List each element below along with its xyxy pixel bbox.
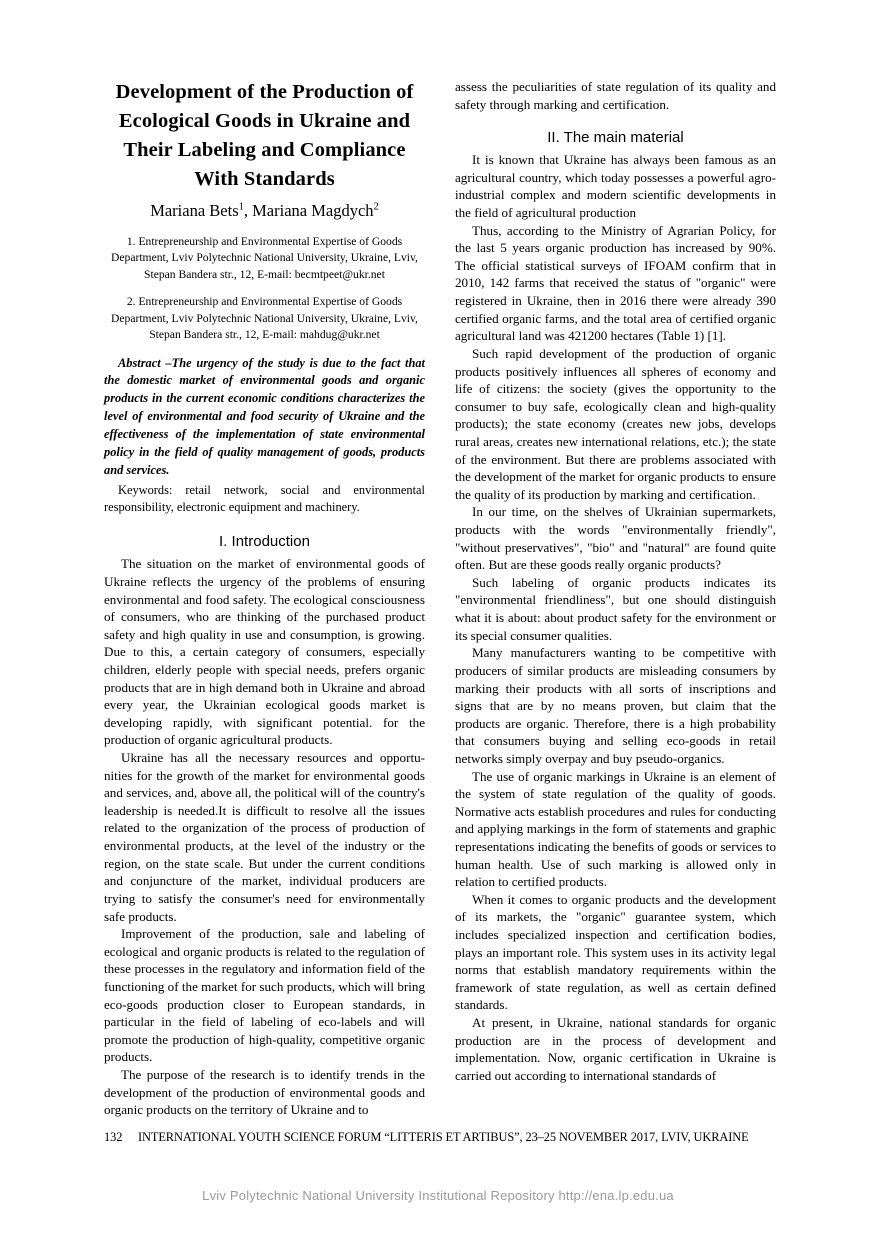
paragraph: Such labeling of organic products indicates its "environmental friendliness", but one should distinguish what it is about: about product safety for the environment or its special consumer qualities.	[455, 574, 776, 643]
keywords-text: Keywords: retail network, social and environmental responsibility, electronic equipment and machinery.	[104, 482, 425, 515]
paragraph: Improvement of the production, sale and labeling of ecological and organic products is related to the regulation of these processes in the regulatory and information field of the functioning of the market for such products, which will bring eco-goods production closer to European standards, in particular in the field of labeling of eco-labels and will promote the production of high-quality, competitive organic products.	[104, 926, 425, 1065]
paragraph: Thus, according to the Ministry of Agrarian Policy, for the last 5 years organic production has increased by 90%. The official statistical surveys of IFOAM confirm that in 2010, 142 farms that received the status of "organic" were registered in Ukraine, then in 2016 there were already 390 certified organic farms, and the total area of certified organic agricultural land was 421200 hectares (Table 1) [1].	[455, 222, 776, 344]
author-list	[104, 200, 425, 221]
paragraph: It is known that Ukraine has always been famous as an agricultural country, which today possesses a powerful agro-industrial complex and modern scientific developments in the field of agricultural production	[455, 152, 776, 221]
two-column-layout	[104, 78, 776, 1119]
paragraph: In our time, on the shelves of Ukrainian supermarkets, products with the words "environmentally friendly", "without preservatives", "bio" and "natural" are found quite often. But are these goods really organic products?	[455, 504, 776, 573]
section-heading-main-material: II. The main material	[547, 129, 684, 147]
paragraph: The situation on the market of environmental goods of Ukraine reflects the urgency of the problems of ensuring environmental and food safety. The ecological consciousness of consumers, who are thinking of the purchased product safety and high quality in use and consumption, is growing. Due to this, a certain category of consumers, especially children, elderly people with special needs, prefers organic products that are in high demand both in Ukraine and abroad every year, the Ukrainian ecological goods market is developing rapidly, with significant potential. for the production of organic agricultural products.	[104, 556, 425, 748]
paragraph: Such rapid development of the production of organic products positively influences all spheres of economy and life of citizens: the society (gives the opportunity to the consumer to buy safe, ecologically clean and high-quality products); the state economy (creates new jobs, develops rural areas, creates new international relations, etc.); the state of the environment. But there are problems associated with the development of the market for organic products to ensure the quality of its production by marking and certification.	[455, 345, 776, 502]
paragraph: Many manufacturers wanting to be competitive with producers of similar products are misleading consumers by marking their products with all sorts of inscriptions and signs that are by no means proven, but claim that the products are organic. Therefore, there is a high probability that consumers buying and selling eco-goods in retail networks simply overpay and buy pseudo-organics.	[455, 645, 776, 766]
paragraph: Ukraine has all the necessary resources and opportu-nities for the growth of the market for environmental goods and services, and, above all, the political will of the country's leadership is needed.It is difficult to resolve all the issues related to the organization of the process of production of environmental products, at the level of the industry or the region, on the state scale. But under the current conditions and conjuncture of the market, individual producers are trying to satisfy the consumer's need for environmentally safe products.	[104, 750, 425, 924]
paragraph: At present, in Ukraine, national standards for organic production are in the process of development and implementation. Now, organic certification in Ukraine is carried out according to international standards of	[455, 1015, 776, 1083]
footer-conference-text: INTERNATIONAL YOUTH SCIENCE FORUM “LITTERIS ET ARTIBUS”, 23–25 NOVEMBER 2017, LVIV, UKRAINE	[138, 1130, 749, 1144]
footer-line	[104, 1130, 776, 1145]
paragraph: When it comes to organic products and the development of its markets, the "organic" guarantee system, which includes specialized inspection and certification bodies, plays an important role. This system uses in its activity legal norms that establish mandatory requirements within the framework of state regulation, as well as certain defined standards.	[455, 891, 776, 1013]
section-heading-introduction: I. Introduction	[219, 533, 310, 551]
affiliation-2: 2. Entrepreneurship and Environmental Expertise of Goods Department, Lviv Polytechnic National University, Ukraine, Lviv, Stepan Bandera str., 12, E-mail: mahdug@ukr.net	[111, 295, 418, 342]
right-column	[455, 78, 776, 1119]
author-one: Mariana Bets	[150, 201, 239, 221]
paper-content	[104, 78, 776, 1119]
author-one-affil-marker: 1	[238, 201, 244, 213]
left-column	[104, 78, 425, 1119]
repository-watermark: Lviv Polytechnic National University Institutional Repository http://ena.lp.edu.ua	[202, 1188, 674, 1203]
paragraph: The use of organic markings in Ukraine is an element of the system of state regulation of the quality of goods. Normative acts establish procedures and rules for conducting and applying markings in the form of statements and graphic representations indicating the benefits of goods or services to human health. Use of such marking is allowed only in relation to certified products.	[455, 768, 776, 890]
paragraph: The purpose of the research is to identify trends in the development of the production of environmental goods and organic products on the territory of Ukraine and to	[104, 1067, 425, 1118]
author-two-affil-marker: 2	[373, 201, 379, 213]
affiliation-1: 1. Entrepreneurship and Environmental Expertise of Goods Department, Lviv Polytechnic National University, Ukraine, Lviv, Stepan Bandera str., 12, E-mail: becmtpeet@ukr.net	[111, 234, 418, 281]
page-footer	[104, 1130, 776, 1145]
paragraph-continued: assess the peculiarities of state regulation of its quality and safety through marking and certification.	[455, 79, 776, 112]
page-title: Development of the Production of Ecological Goods in Ukraine and Their Labeling and Compliance With Standards	[115, 81, 414, 191]
footer-page-number: 132	[104, 1130, 123, 1144]
abstract-text: Abstract –The urgency of the study is due to the fact that the domestic market of environmental goods and organic products in the current economic conditions characterizes the level of environmental and food security of Ukraine and the effectiveness of the implementation of state environmental policy in the field of quality management of goods, products and services.	[104, 355, 425, 477]
author-two: , Mariana Magdych	[243, 201, 374, 221]
